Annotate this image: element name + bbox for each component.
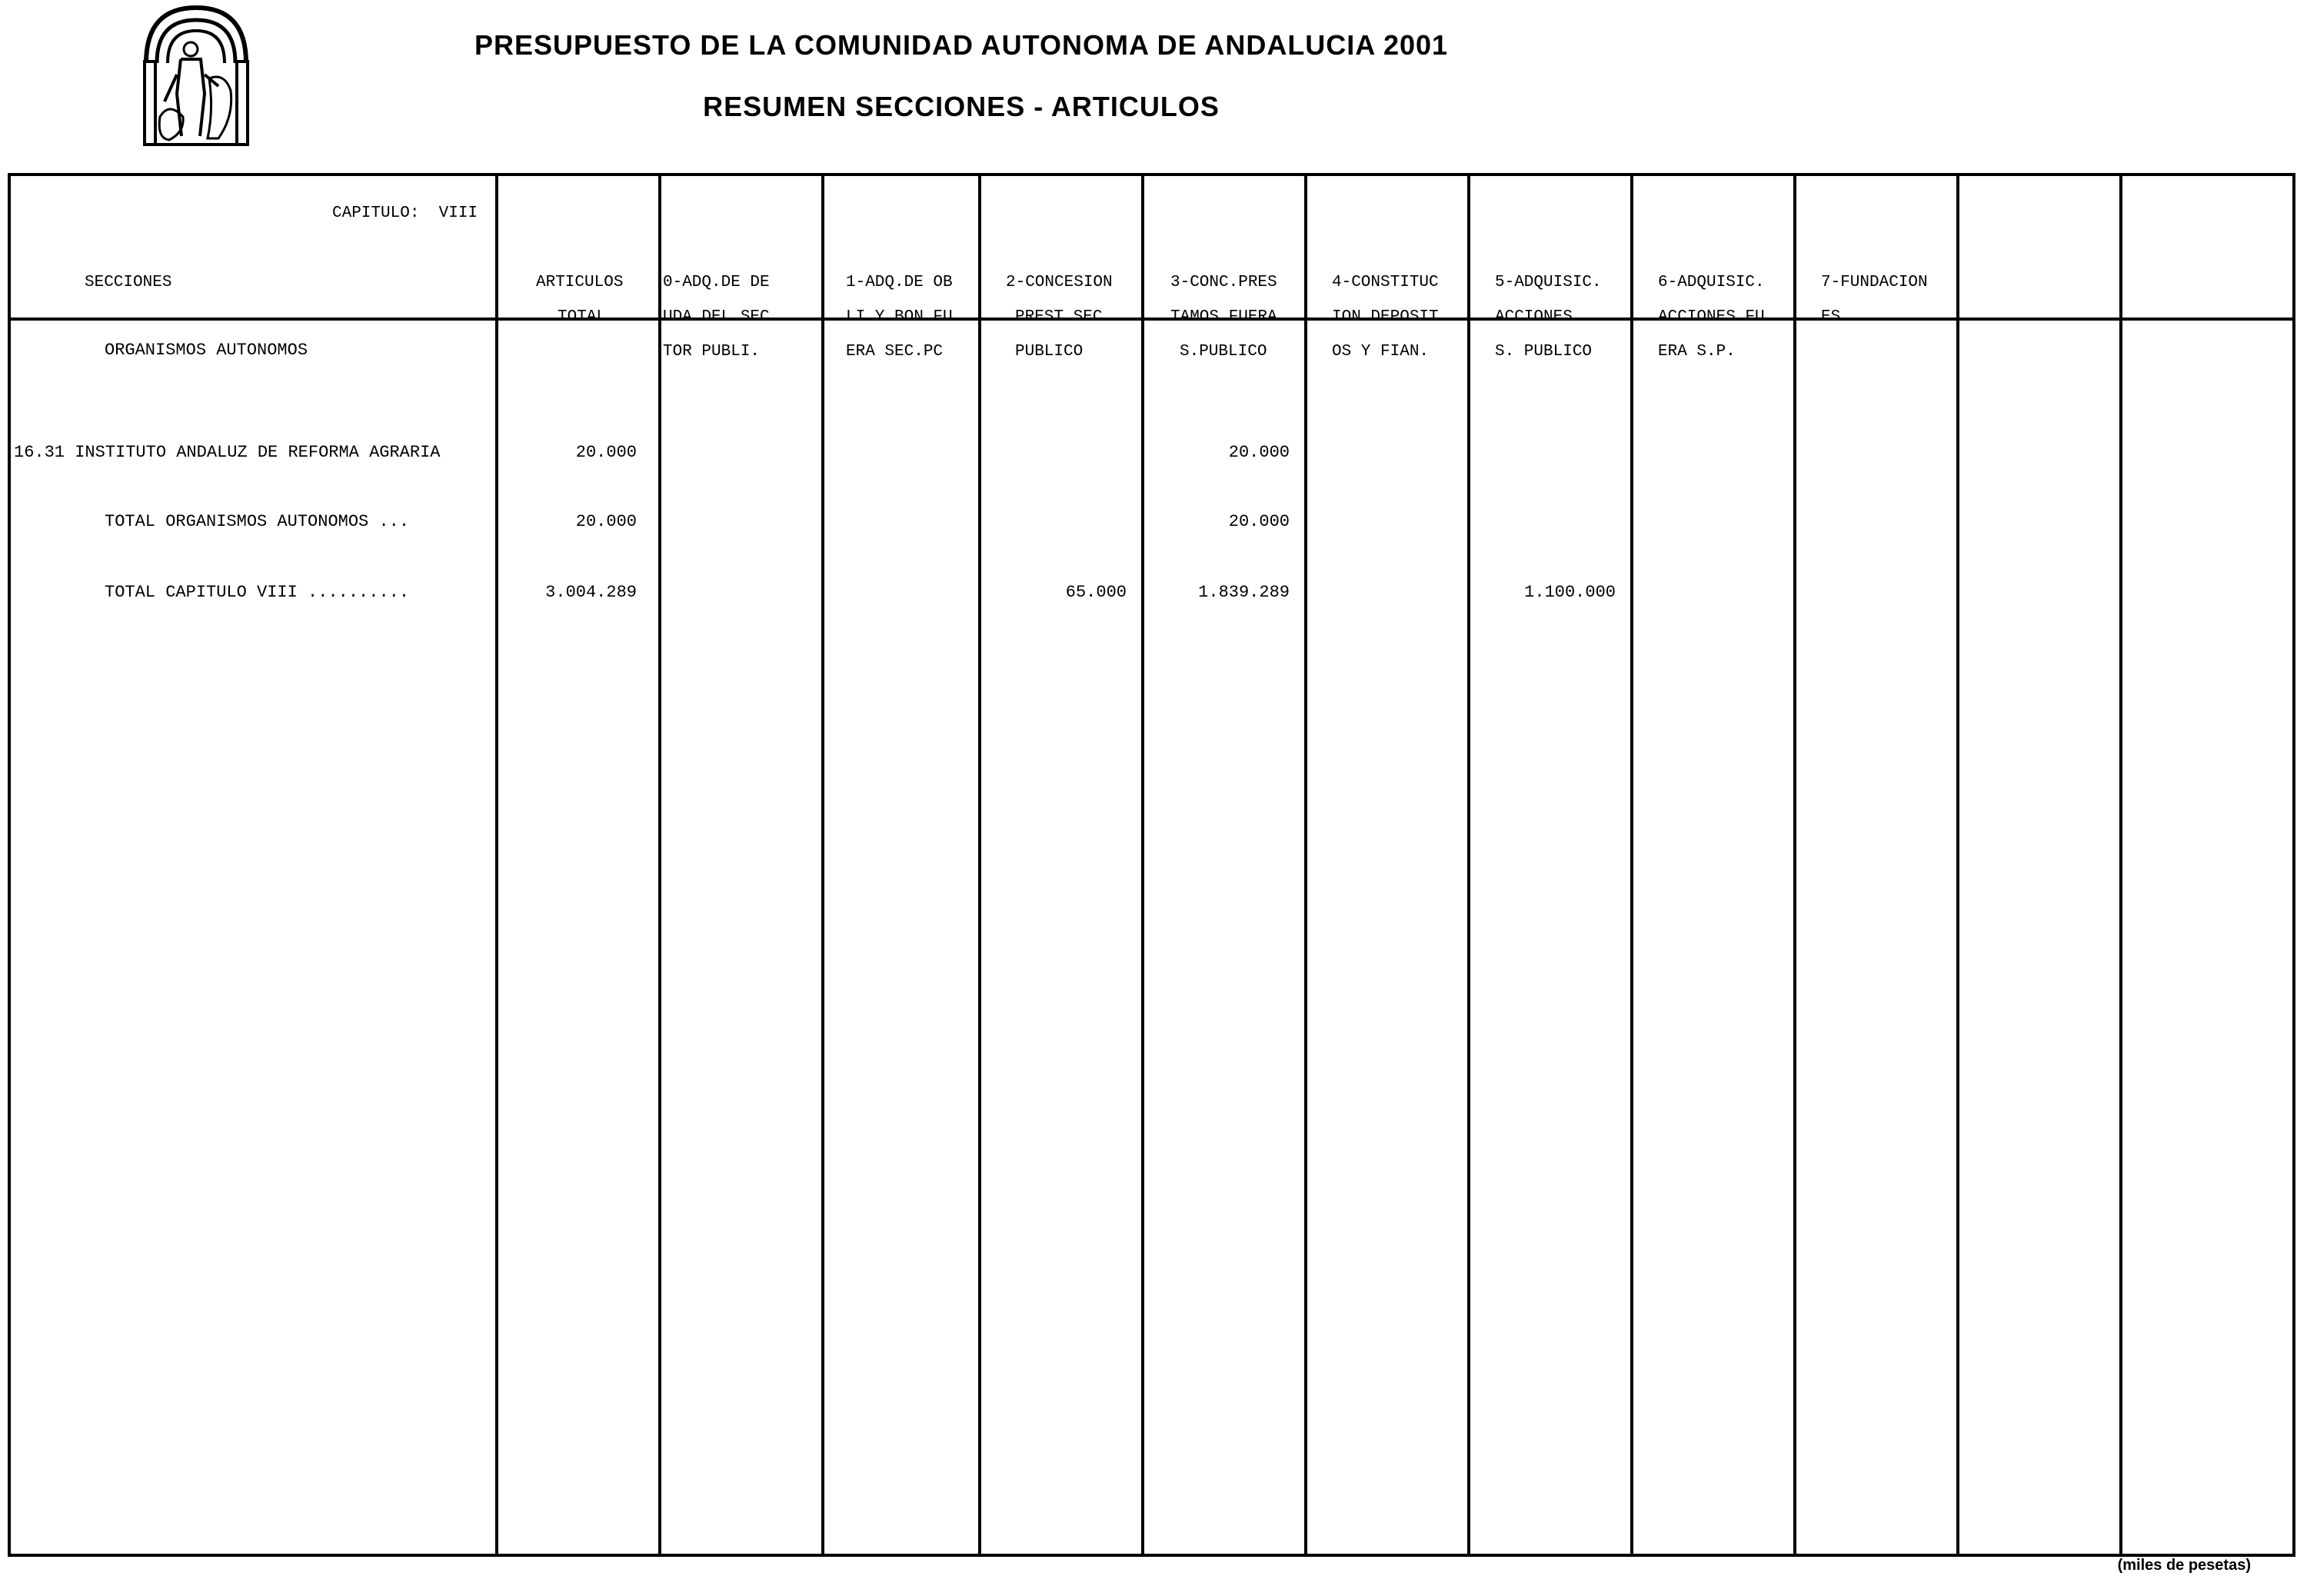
row-total: 20.000 [575,443,637,462]
secciones-label: SECCIONES [85,274,172,291]
column-header-articulos: ARTICULOS TOTAL [536,274,624,326]
column-divider [978,173,981,1557]
page-title: PRESUPUESTO DE LA COMUNIDAD AUTONOMA DE ANDALUCIA 2001 [474,29,1449,61]
column-divider [1467,173,1470,1557]
column-divider [1630,173,1633,1557]
row-label: 16.31 INSTITUTO ANDALUZ DE REFORMA AGRARIA [14,443,441,462]
budget-table [8,173,2295,1557]
column-divider [1304,173,1307,1557]
capitulo-label: CAPITULO: VIII [332,204,478,222]
row-col2: 65.000 [1065,583,1127,602]
column-divider [1141,173,1144,1557]
page-subtitle: RESUMEN SECCIONES - ARTICULOS [703,91,1220,122]
column-header-7: 7-FUNDACION ES [1821,274,1928,326]
row-col5: 1.100.000 [1524,583,1616,602]
andalucia-coat-of-arms-logo [138,2,254,149]
units-note: (miles de pesetas) [2117,1557,2251,1574]
column-header-5: 5-ADQUISIC. ACCIONES S. PUBLICO [1495,274,1602,361]
column-header-0: 0-ADQ.DE DE UDA DEL SEC TOR PUBLI. [663,274,770,361]
header-divider [8,318,2295,321]
row-col3: 1.839.289 [1198,583,1290,602]
row-label: TOTAL CAPITULO VIII .......... [105,583,410,602]
column-header-3: 3-CONC.PRES TAMOS FUERA S.PUBLICO [1170,274,1277,361]
column-divider [495,173,498,1557]
column-header-1: 1-ADQ.DE OB LI.Y BON.FU ERA SEC.PC [846,274,953,361]
group-label: ORGANISMOS AUTONOMOS [105,341,308,360]
column-divider [2119,173,2122,1557]
column-divider [658,173,661,1557]
row-col3: 20.000 [1228,443,1290,462]
column-divider [821,173,824,1557]
column-header-2: 2-CONCESION PREST.SEC. PUBLICO [1006,274,1113,361]
row-col3: 20.000 [1228,512,1290,531]
column-header-4: 4-CONSTITUC ION DEPOSIT OS Y FIAN. [1332,274,1439,361]
column-header-6: 6-ADQUISIC. ACCIONES FU ERA S.P. [1658,274,1765,361]
column-divider [1956,173,1959,1557]
row-label: TOTAL ORGANISMOS AUTONOMOS ... [105,512,410,531]
row-total: 20.000 [575,512,637,531]
column-divider [1793,173,1796,1557]
row-total: 3.004.289 [545,583,637,602]
